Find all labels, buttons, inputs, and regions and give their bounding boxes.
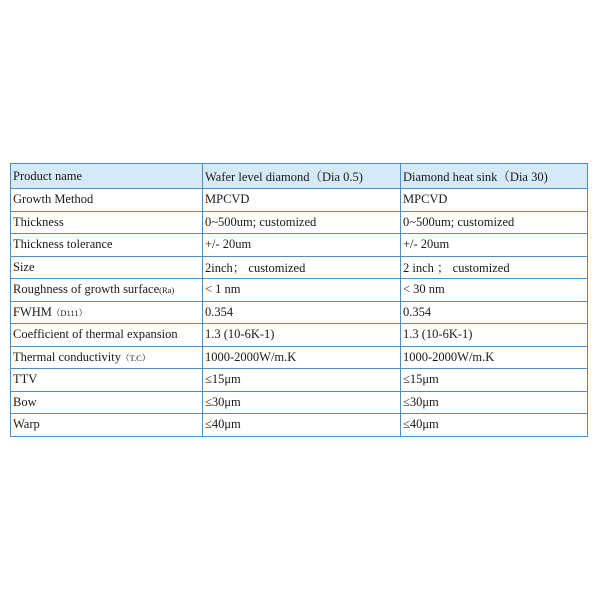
- row-label-text: Warp: [13, 417, 40, 432]
- row-label: [11, 189, 203, 212]
- row-label: [11, 211, 203, 234]
- heatsink-value: ≤15μm: [401, 369, 588, 392]
- table-row: [11, 346, 588, 369]
- spec-table: [10, 163, 588, 437]
- row-label: [11, 234, 203, 257]
- wafer-value: < 1 nm: [203, 279, 401, 302]
- heatsink-value: < 30 nm: [401, 279, 588, 302]
- row-label-text: Thickness tolerance: [13, 237, 113, 252]
- header-wafer-level-diamond: Wafer level diamond（Dia 0.5): [203, 164, 401, 189]
- row-label-text: Coefficient of thermal expansion: [13, 327, 178, 342]
- row-label-note: （T.C）: [120, 352, 151, 363]
- wafer-value: MPCVD: [203, 189, 401, 212]
- heatsink-value: 2 inch ； customized: [401, 256, 588, 279]
- table-row: [11, 414, 588, 437]
- table-row: [11, 279, 588, 302]
- row-label-text: FWHM: [13, 304, 52, 319]
- heatsink-value: ≤40μm: [401, 414, 588, 437]
- heatsink-value: 0~500um; customized: [401, 211, 588, 234]
- row-label-text: TTV: [13, 372, 38, 387]
- wafer-value: 1000-2000W/m.K: [203, 346, 401, 369]
- table-row: [11, 234, 588, 257]
- row-label: [11, 391, 203, 414]
- row-label: [11, 369, 203, 392]
- table-row: [11, 324, 588, 347]
- row-label-text: Bow: [13, 394, 37, 409]
- row-label-text: Thermal conductivity: [13, 349, 121, 364]
- heatsink-value: +/- 20um: [401, 234, 588, 257]
- table-row: [11, 211, 588, 234]
- wafer-value: 2inch； customized: [203, 256, 401, 279]
- row-label: [11, 324, 203, 347]
- header-diamond-heat-sink: Diamond heat sink（Dia 30): [401, 164, 588, 189]
- row-label: [11, 301, 203, 324]
- wafer-value: 0.354: [203, 301, 401, 324]
- row-label-note: (Ra): [159, 285, 175, 296]
- table-row: [11, 256, 588, 279]
- row-label-note: （D111）: [51, 307, 88, 318]
- row-label-text: Roughness of growth surface: [13, 282, 160, 297]
- wafer-value: +/- 20um: [203, 234, 401, 257]
- header-row: [11, 164, 588, 189]
- table-row: [11, 391, 588, 414]
- row-label: [11, 256, 203, 279]
- heatsink-value: ≤30μm: [401, 391, 588, 414]
- wafer-value: 0~500um; customized: [203, 211, 401, 234]
- heatsink-value: 0.354: [401, 301, 588, 324]
- row-label: [11, 414, 203, 437]
- table-row: [11, 369, 588, 392]
- wafer-value: 1.3 (10-6K-1): [203, 324, 401, 347]
- row-label-text: Size: [13, 259, 35, 274]
- table-row: [11, 189, 588, 212]
- heatsink-value: MPCVD: [401, 189, 588, 212]
- row-label: [11, 346, 203, 369]
- row-label: [11, 279, 203, 302]
- wafer-value: ≤40μm: [203, 414, 401, 437]
- row-label-text: Growth Method: [13, 192, 94, 207]
- heatsink-value: 1000-2000W/m.K: [401, 346, 588, 369]
- heatsink-value: 1.3 (10-6K-1): [401, 324, 588, 347]
- table-row: [11, 301, 588, 324]
- wafer-value: ≤15μm: [203, 369, 401, 392]
- wafer-value: ≤30μm: [203, 391, 401, 414]
- row-label-text: Thickness: [13, 214, 64, 229]
- header-product-name: Product name: [11, 164, 203, 189]
